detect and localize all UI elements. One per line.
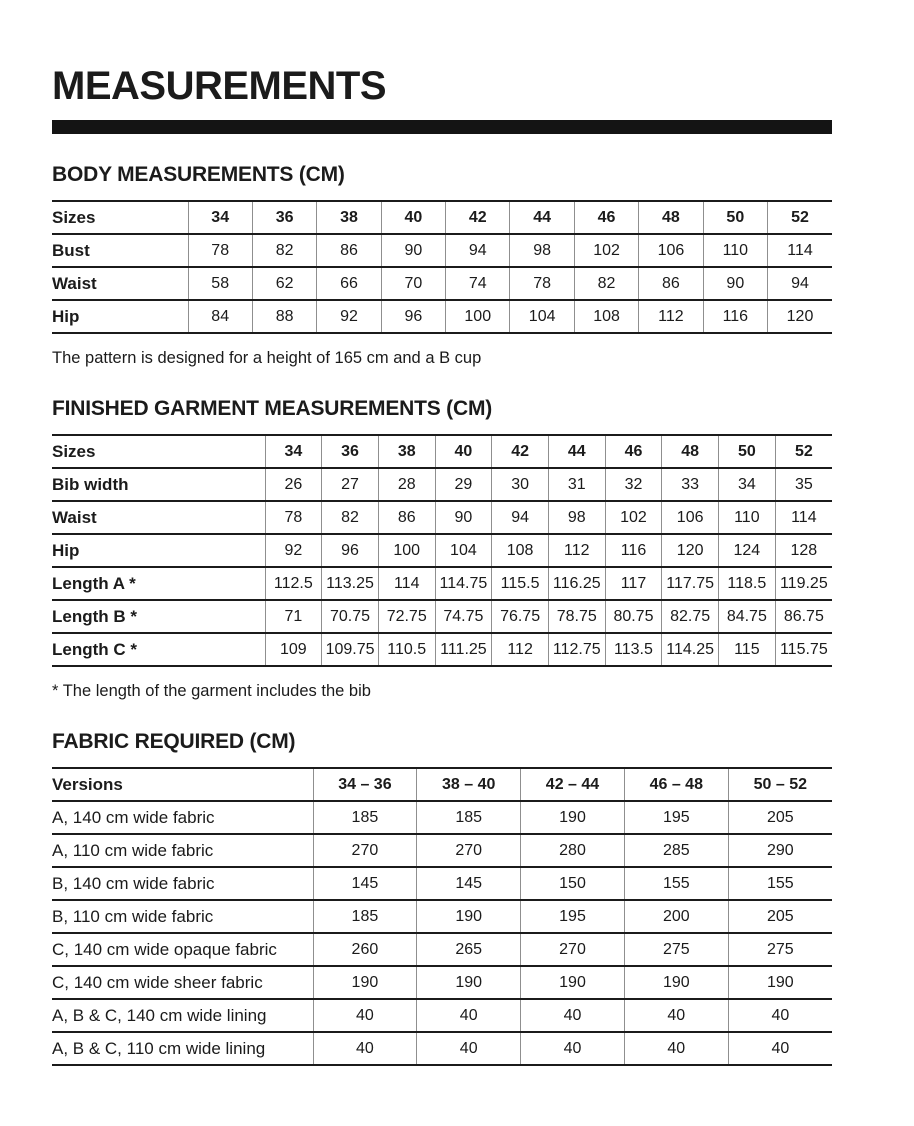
header-row <box>52 435 832 468</box>
table-cell: 114.75 <box>435 567 492 600</box>
size-column-header: 44 <box>548 435 605 468</box>
table-cell: 40 <box>521 1032 625 1065</box>
table-cell: 28 <box>378 468 435 501</box>
finished-garment-table <box>52 434 832 667</box>
size-column-header: 48 <box>639 201 703 234</box>
table-cell: 270 <box>417 834 521 867</box>
row-label: A, 140 cm wide fabric <box>52 801 313 834</box>
table-cell: 72.75 <box>378 600 435 633</box>
size-column-header: 34 – 36 <box>313 768 417 801</box>
table-cell: 120 <box>662 534 719 567</box>
table-cell: 78 <box>188 234 252 267</box>
table-cell: 94 <box>768 267 832 300</box>
table-cell: 40 <box>728 1032 832 1065</box>
row-label: B, 110 cm wide fabric <box>52 900 313 933</box>
table-row <box>52 300 832 333</box>
row-label: Bib width <box>52 468 265 501</box>
table-cell: 104 <box>510 300 574 333</box>
table-cell: 112.5 <box>265 567 322 600</box>
table-cell: 90 <box>703 267 767 300</box>
table-cell: 119.25 <box>775 567 832 600</box>
table-cell: 112 <box>548 534 605 567</box>
row-label: Length C * <box>52 633 265 666</box>
table-cell: 84.75 <box>719 600 776 633</box>
table-cell: 124 <box>719 534 776 567</box>
table-cell: 102 <box>574 234 638 267</box>
page-title: MEASUREMENTS <box>52 64 387 108</box>
table-cell: 190 <box>728 966 832 999</box>
row-label: A, B & C, 110 cm wide lining <box>52 1032 313 1065</box>
row-label: Length B * <box>52 600 265 633</box>
table-cell: 117.75 <box>662 567 719 600</box>
size-column-header: 36 <box>322 435 379 468</box>
table-cell: 78.75 <box>548 600 605 633</box>
table-cell: 74 <box>446 267 510 300</box>
table-cell: 112 <box>492 633 549 666</box>
table-cell: 128 <box>775 534 832 567</box>
table-cell: 40 <box>624 999 728 1032</box>
size-column-header: 38 – 40 <box>417 768 521 801</box>
table-cell: 94 <box>492 501 549 534</box>
table-cell: 112 <box>639 300 703 333</box>
size-column-header: 50 – 52 <box>728 768 832 801</box>
size-column-header: 48 <box>662 435 719 468</box>
table-cell: 104 <box>435 534 492 567</box>
row-label: B, 140 cm wide fabric <box>52 867 313 900</box>
size-column-header: 52 <box>775 435 832 468</box>
size-column-header: 40 <box>381 201 445 234</box>
table-cell: 195 <box>624 801 728 834</box>
table-cell: 98 <box>510 234 574 267</box>
table-cell: 86 <box>317 234 381 267</box>
table-cell: 80.75 <box>605 600 662 633</box>
size-column-header: 50 <box>719 435 776 468</box>
table-cell: 114.25 <box>662 633 719 666</box>
row-label: A, 110 cm wide fabric <box>52 834 313 867</box>
table-cell: 115 <box>719 633 776 666</box>
fabric-required-table <box>52 767 832 1066</box>
table-cell: 109.75 <box>322 633 379 666</box>
table-row <box>52 633 832 666</box>
table-cell: 110.5 <box>378 633 435 666</box>
table-cell: 185 <box>417 801 521 834</box>
table-cell: 116 <box>703 300 767 333</box>
table-cell: 76.75 <box>492 600 549 633</box>
table-cell: 205 <box>728 900 832 933</box>
header-label: Sizes <box>52 435 265 468</box>
table-cell: 33 <box>662 468 719 501</box>
table-row <box>52 501 832 534</box>
table-row <box>52 801 832 834</box>
table-row <box>52 1032 832 1065</box>
table-cell: 155 <box>728 867 832 900</box>
table-cell: 111.25 <box>435 633 492 666</box>
table-cell: 29 <box>435 468 492 501</box>
table-cell: 74.75 <box>435 600 492 633</box>
size-column-header: 50 <box>703 201 767 234</box>
table-cell: 98 <box>548 501 605 534</box>
table-cell: 40 <box>624 1032 728 1065</box>
size-column-header: 52 <box>768 201 832 234</box>
table-cell: 106 <box>639 234 703 267</box>
table-cell: 114 <box>378 567 435 600</box>
table-cell: 190 <box>521 801 625 834</box>
table-cell: 35 <box>775 468 832 501</box>
table-cell: 70.75 <box>322 600 379 633</box>
table-row <box>52 900 832 933</box>
table-cell: 88 <box>252 300 316 333</box>
size-column-header: 44 <box>510 201 574 234</box>
table-cell: 82.75 <box>662 600 719 633</box>
table-cell: 120 <box>768 300 832 333</box>
table-cell: 285 <box>624 834 728 867</box>
table-cell: 94 <box>446 234 510 267</box>
row-label: C, 140 cm wide opaque fabric <box>52 933 313 966</box>
table-cell: 145 <box>313 867 417 900</box>
table-cell: 27 <box>322 468 379 501</box>
table-cell: 145 <box>417 867 521 900</box>
size-column-header: 46 <box>574 201 638 234</box>
table-cell: 84 <box>188 300 252 333</box>
table-cell: 155 <box>624 867 728 900</box>
table-row <box>52 234 832 267</box>
table-cell: 114 <box>768 234 832 267</box>
table-cell: 40 <box>313 999 417 1032</box>
table-cell: 270 <box>521 933 625 966</box>
table-cell: 86 <box>378 501 435 534</box>
table-cell: 82 <box>322 501 379 534</box>
size-column-header: 40 <box>435 435 492 468</box>
size-column-header: 46 <box>605 435 662 468</box>
table-cell: 112.75 <box>548 633 605 666</box>
header-label: Sizes <box>52 201 188 234</box>
table-cell: 40 <box>417 999 521 1032</box>
row-label: Waist <box>52 501 265 534</box>
table-cell: 82 <box>252 234 316 267</box>
table-cell: 62 <box>252 267 316 300</box>
table-cell: 190 <box>417 900 521 933</box>
table-cell: 110 <box>719 501 776 534</box>
size-column-header: 42 – 44 <box>521 768 625 801</box>
size-column-header: 34 <box>188 201 252 234</box>
table-row <box>52 834 832 867</box>
table-cell: 40 <box>728 999 832 1032</box>
table-cell: 92 <box>265 534 322 567</box>
table-cell: 106 <box>662 501 719 534</box>
table-cell: 200 <box>624 900 728 933</box>
table-cell: 86 <box>639 267 703 300</box>
table-cell: 113.5 <box>605 633 662 666</box>
table-cell: 290 <box>728 834 832 867</box>
table-cell: 96 <box>381 300 445 333</box>
table-cell: 116 <box>605 534 662 567</box>
table-cell: 275 <box>624 933 728 966</box>
table-row <box>52 966 832 999</box>
row-label: Length A * <box>52 567 265 600</box>
table-cell: 102 <box>605 501 662 534</box>
table-cell: 115.75 <box>775 633 832 666</box>
table-cell: 113.25 <box>322 567 379 600</box>
pattern-height-note: The pattern is designed for a height of 165 cm and a B cup <box>52 349 482 367</box>
table-row <box>52 600 832 633</box>
table-cell: 185 <box>313 801 417 834</box>
row-label: Waist <box>52 267 188 300</box>
table-cell: 150 <box>521 867 625 900</box>
finished-garment-heading: FINISHED GARMENT MEASUREMENTS (CM) <box>52 397 493 420</box>
table-cell: 70 <box>381 267 445 300</box>
table-cell: 40 <box>313 1032 417 1065</box>
table-cell: 114 <box>775 501 832 534</box>
table-cell: 78 <box>510 267 574 300</box>
table-row <box>52 468 832 501</box>
table-cell: 32 <box>605 468 662 501</box>
table-cell: 71 <box>265 600 322 633</box>
row-label: Hip <box>52 300 188 333</box>
header-row <box>52 768 832 801</box>
table-cell: 92 <box>317 300 381 333</box>
row-label: Hip <box>52 534 265 567</box>
table-cell: 185 <box>313 900 417 933</box>
table-cell: 275 <box>728 933 832 966</box>
size-column-header: 42 <box>492 435 549 468</box>
table-cell: 66 <box>317 267 381 300</box>
size-column-header: 42 <box>446 201 510 234</box>
table-row <box>52 267 832 300</box>
fabric-required-heading: FABRIC REQUIRED (CM) <box>52 730 296 753</box>
table-cell: 31 <box>548 468 605 501</box>
body-measurements-table <box>52 200 832 334</box>
table-cell: 265 <box>417 933 521 966</box>
table-cell: 190 <box>313 966 417 999</box>
row-label: A, B & C, 140 cm wide lining <box>52 999 313 1032</box>
table-cell: 108 <box>492 534 549 567</box>
table-cell: 109 <box>265 633 322 666</box>
body-measurements-heading: BODY MEASUREMENTS (CM) <box>52 163 345 186</box>
table-cell: 190 <box>624 966 728 999</box>
size-column-header: 46 – 48 <box>624 768 728 801</box>
table-cell: 100 <box>378 534 435 567</box>
table-cell: 190 <box>417 966 521 999</box>
title-rule-bar <box>52 120 832 134</box>
table-cell: 40 <box>417 1032 521 1065</box>
table-cell: 117 <box>605 567 662 600</box>
table-cell: 34 <box>719 468 776 501</box>
table-cell: 100 <box>446 300 510 333</box>
table-cell: 118.5 <box>719 567 776 600</box>
table-cell: 116.25 <box>548 567 605 600</box>
table-cell: 82 <box>574 267 638 300</box>
size-column-header: 38 <box>317 201 381 234</box>
table-cell: 110 <box>703 234 767 267</box>
table-cell: 40 <box>521 999 625 1032</box>
header-row <box>52 201 832 234</box>
table-row <box>52 567 832 600</box>
table-cell: 108 <box>574 300 638 333</box>
table-row <box>52 933 832 966</box>
table-cell: 86.75 <box>775 600 832 633</box>
row-label: C, 140 cm wide sheer fabric <box>52 966 313 999</box>
table-cell: 58 <box>188 267 252 300</box>
table-cell: 78 <box>265 501 322 534</box>
table-row <box>52 999 832 1032</box>
table-row <box>52 867 832 900</box>
table-cell: 30 <box>492 468 549 501</box>
size-column-header: 34 <box>265 435 322 468</box>
table-cell: 260 <box>313 933 417 966</box>
size-column-header: 38 <box>378 435 435 468</box>
size-column-header: 36 <box>252 201 316 234</box>
garment-length-footnote: * The length of the garment includes the bib <box>52 682 371 700</box>
table-cell: 205 <box>728 801 832 834</box>
header-label: Versions <box>52 768 313 801</box>
table-cell: 190 <box>521 966 625 999</box>
table-cell: 96 <box>322 534 379 567</box>
table-cell: 270 <box>313 834 417 867</box>
table-cell: 26 <box>265 468 322 501</box>
table-cell: 195 <box>521 900 625 933</box>
table-cell: 115.5 <box>492 567 549 600</box>
row-label: Bust <box>52 234 188 267</box>
table-row <box>52 534 832 567</box>
table-cell: 280 <box>521 834 625 867</box>
table-cell: 90 <box>435 501 492 534</box>
table-cell: 90 <box>381 234 445 267</box>
